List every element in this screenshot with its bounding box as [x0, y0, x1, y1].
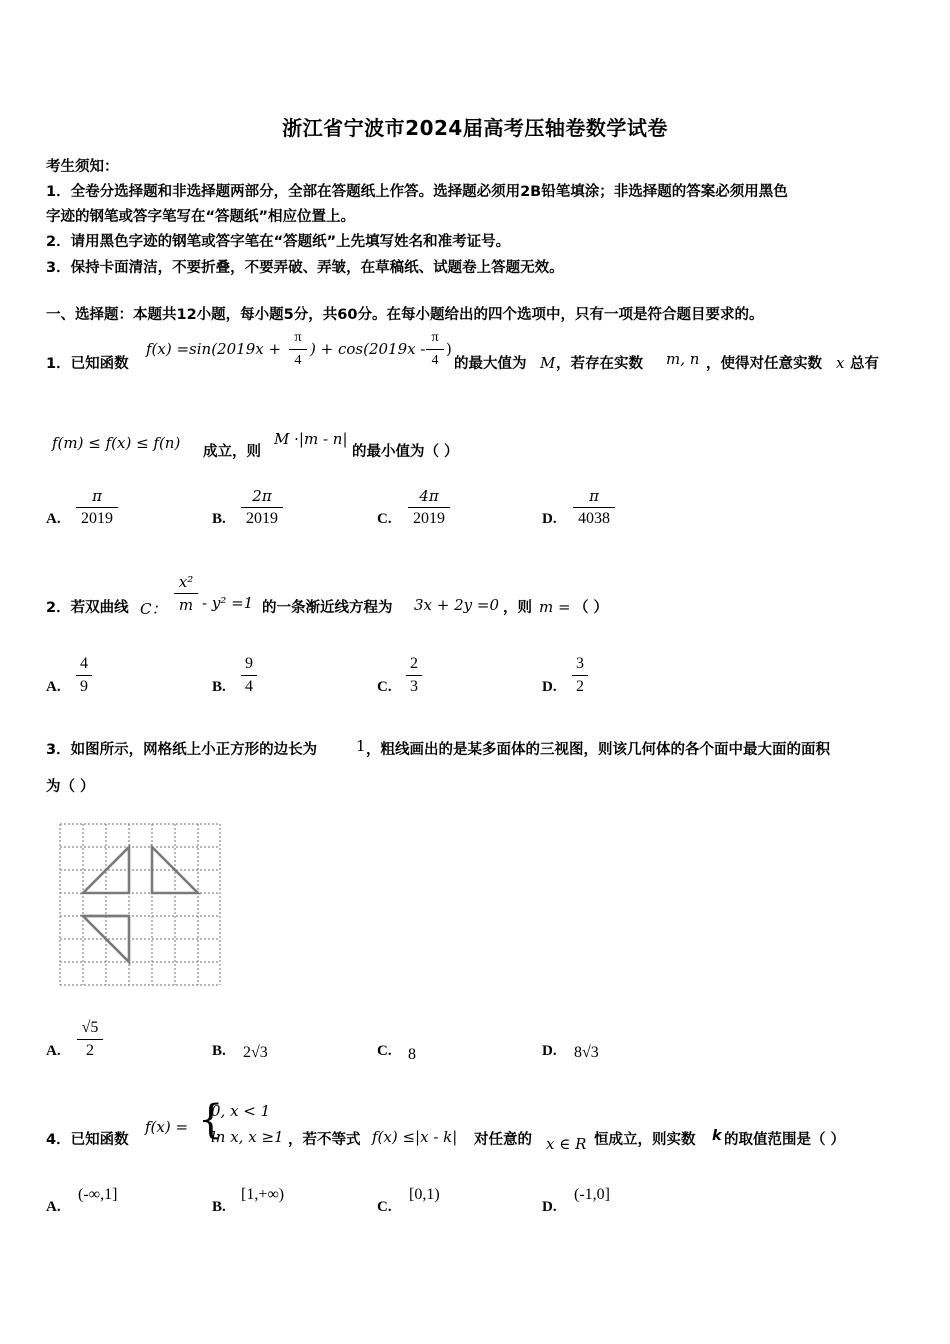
q4-text-2: 对任意的 [474, 1132, 532, 1148]
q2-option-b-num: 9 [245, 655, 253, 672]
q3-option-a-den: 2 [86, 1042, 94, 1059]
q2-option-b-fraction [241, 654, 257, 697]
q1-text-4: 总有 [850, 356, 879, 372]
q1-text-6: 的最小值为（ ） [352, 444, 459, 460]
q1-frac-a-den: 4 [294, 353, 302, 368]
q4-option-c-letter: C. [377, 1199, 392, 1215]
q1-option-c-den: 2019 [413, 510, 445, 527]
q2-option-d-letter: D. [542, 679, 557, 695]
q1-text-3: ，使得对任意实数 [706, 356, 822, 372]
q3-option-d-value: 8√3 [574, 1044, 599, 1061]
q2-option-c-num: 2 [410, 655, 418, 672]
page-title: 浙江省宁波市2024届高考压轴卷数学试卷 [282, 116, 668, 140]
q1-option-c-fraction [408, 486, 450, 529]
q1-text-5: 成立，则 [203, 444, 261, 460]
q4-k: k [712, 1128, 722, 1144]
q1-frac-b-num: π [431, 330, 439, 345]
notice-heading: 考生须知： [46, 159, 119, 175]
notice-item-1-line-2: 字迹的钢笔或答字笔写在“答题纸”相应位置上。 [46, 209, 356, 225]
q2-frac-den: m [178, 596, 194, 614]
q2-option-d-den: 2 [576, 678, 584, 695]
q2-option-d-num: 3 [576, 655, 584, 672]
q4-option-a-letter: A. [46, 1199, 61, 1215]
q1-option-a-fraction [76, 486, 118, 529]
q2-option-a-fraction [76, 654, 92, 697]
q1-option-d-fraction [573, 486, 615, 529]
q2-prefix: 2．若双曲线 [46, 600, 129, 616]
q1-option-c-num: 4π [419, 487, 439, 505]
q3-option-b-letter: B. [212, 1043, 226, 1059]
q4-function-lhs: f(x) = [145, 1118, 189, 1136]
q2-equation-rest: - y² =1 [202, 594, 254, 612]
q1-function-end: ) [446, 340, 452, 358]
q1-option-c-letter: C. [377, 511, 392, 527]
three-view-grid-svg [56, 818, 224, 990]
q3-option-d-letter: D. [542, 1043, 557, 1059]
q1-option-b-letter: B. [212, 511, 226, 527]
notice-item-2: 2．请用黑色字迹的钢笔或答字笔在“答题纸”上先填写姓名和准考证号。 [46, 234, 511, 250]
q1-option-d-den: 4038 [578, 510, 610, 527]
q2-fraction-x2-over-m [174, 572, 198, 615]
three-view-figure [56, 818, 224, 990]
q1-M: M [540, 354, 556, 372]
notice-item-1-line-1: 1．全卷分选择题和非选择题两部分，全部在答题纸上作答。选择题必须用2B铅笔填涂；非选择题的答案必须用黑色 [46, 184, 788, 200]
q3-side-length: 1 [356, 737, 366, 755]
grid-lines [60, 824, 220, 985]
q2-option-a-den: 9 [80, 678, 88, 695]
q1-expression: M ·|m - n| [274, 430, 348, 448]
q2-option-c-letter: C. [377, 679, 392, 695]
q4-text-1: ，若不等式 [288, 1132, 361, 1148]
q4-option-d-value: (-1,0] [574, 1186, 610, 1203]
q2-option-d-fraction [572, 654, 588, 697]
q4-option-a-value: (-∞,1] [78, 1186, 118, 1203]
q1-text-1: 的最大值为 [454, 356, 527, 372]
q4-option-b-letter: B. [212, 1199, 226, 1215]
q1-prefix: 1．已知函数 [46, 356, 129, 372]
q2-option-c-den: 3 [410, 678, 418, 695]
q2-answer-m: m = [539, 598, 571, 616]
q4-text-3: 恒成立，则实数 [594, 1132, 696, 1148]
q1-frac-a-num: π [294, 330, 302, 345]
q4-prefix: 4．已知函数 [46, 1132, 129, 1148]
q1-option-d-num: π [589, 487, 599, 505]
q2-text-3: （ ） [574, 600, 609, 616]
q1-function-lhs: f(x) =sin(2019x + [146, 340, 282, 358]
q4-case-2: ln x, x ≥1 [211, 1128, 284, 1146]
q1-option-a-den: 2019 [81, 510, 113, 527]
q2-option-a-num: 4 [80, 655, 88, 672]
section-heading: 一、选择题：本题共12小题，每小题5分，共60分。在每小题给出的四个选项中，只有一项是符合题目要求的。 [46, 307, 764, 323]
q3-line-1b: ，粗线画出的是某多面体的三视图，则该几何体的各个面中最大面的面积 [366, 742, 830, 758]
q4-option-c-value: [0,1) [409, 1186, 440, 1203]
q1-fraction-pi-over-4-b [426, 328, 444, 371]
q3-line-2: 为（ ） [46, 779, 95, 795]
q4-option-d-letter: D. [542, 1199, 557, 1215]
q2-option-b-letter: B. [212, 679, 226, 695]
q1-option-a-num: π [92, 487, 102, 505]
q3-option-a-letter: A. [46, 1043, 61, 1059]
q1-x: x [836, 354, 845, 372]
notice-item-3: 3．保持卡面清洁，不要折叠，不要弄破、弄皱，在草稿纸、试题卷上答题无效。 [46, 260, 564, 276]
q4-left-brace: { [198, 1097, 224, 1143]
q4-domain: x ∈ R [546, 1135, 587, 1153]
q3-option-c-letter: C. [377, 1043, 392, 1059]
q1-option-b-num: 2π [252, 487, 272, 505]
q1-option-b-den: 2019 [246, 510, 278, 527]
q1-fraction-pi-over-4-a [289, 328, 307, 371]
q2-text-1: 的一条渐近线方程为 [262, 600, 393, 616]
q2-curve-name: C： [140, 600, 167, 618]
q3-option-b-value: 2√3 [243, 1044, 268, 1061]
q2-text-2: ，则 [503, 600, 532, 616]
q2-option-a-letter: A. [46, 679, 61, 695]
q1-option-d-letter: D. [542, 511, 557, 527]
q3-option-c-value: 8 [408, 1046, 416, 1063]
q4-option-b-value: [1,+∞) [241, 1186, 285, 1203]
q1-mn: m, n [666, 350, 700, 368]
q2-option-c-fraction [406, 654, 422, 697]
q1-function-mid: ) + cos(2019x - [310, 340, 426, 358]
q4-text-4: 的取值范围是（ ） [724, 1132, 846, 1148]
q1-frac-b-den: 4 [431, 353, 439, 368]
q3-line-1a: 3．如图所示，网格纸上小正方形的边长为 [46, 742, 318, 758]
q1-option-a-letter: A. [46, 511, 61, 527]
q1-text-2: ，若存在实数 [556, 356, 643, 372]
q2-option-b-den: 4 [245, 678, 253, 695]
q4-inequality: f(x) ≤|x - k| [372, 1128, 458, 1146]
q1-option-b-fraction [241, 486, 283, 529]
q2-frac-num: x² [178, 573, 194, 591]
q3-option-a-num: √5 [81, 1019, 99, 1036]
q4-case-1: 0, x < 1 [211, 1102, 271, 1120]
q3-option-a-fraction [77, 1018, 103, 1061]
q2-asymptote: 3x + 2y =0 [414, 596, 500, 614]
q1-inequality: f(m) ≤ f(x) ≤ f(n) [52, 434, 181, 452]
